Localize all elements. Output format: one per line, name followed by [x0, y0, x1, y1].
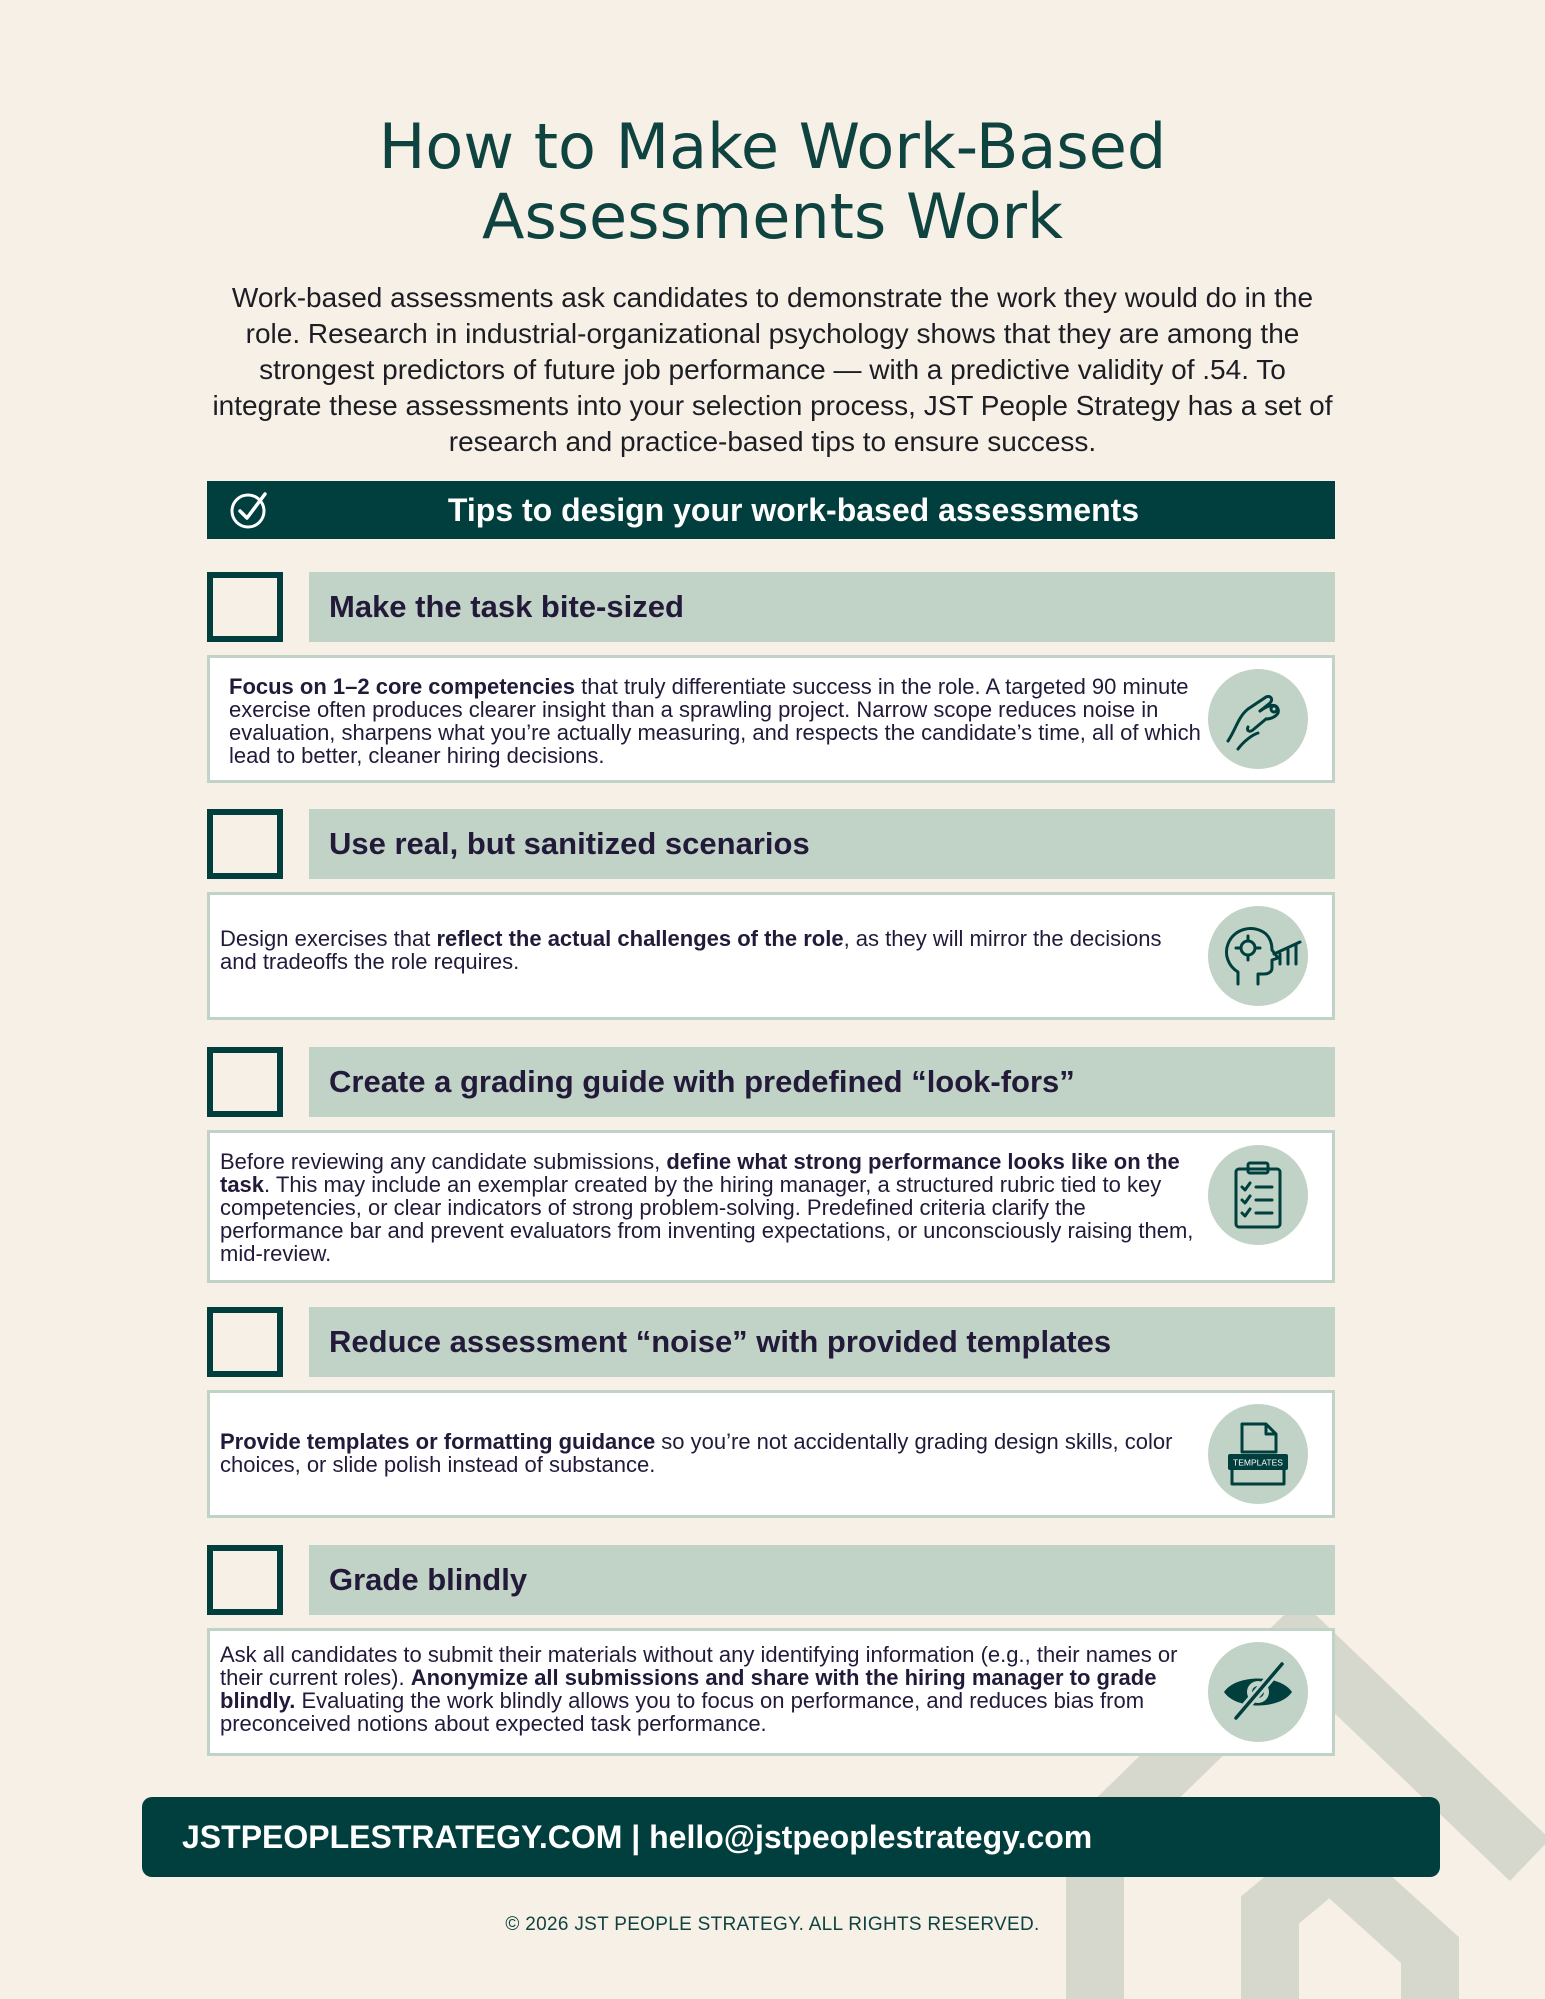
tip-checkbox[interactable]	[207, 572, 283, 642]
templates-icon	[1208, 1404, 1308, 1504]
tip-text-pre: Before reviewing any candidate submissions,	[220, 1149, 667, 1174]
tip-checkbox[interactable]	[207, 809, 283, 879]
tip-heading-bar	[309, 1047, 1335, 1117]
templates-icon-label: TEMPLATES	[1233, 1457, 1283, 1468]
tip-text-rest: Evaluating the work blindly allows you to focus on performance, and reduces bias from preconceived notions about expected task performance.	[220, 1688, 1145, 1736]
tip-text	[229, 675, 1209, 767]
title-line-1: How to Make Work-Based	[378, 110, 1167, 183]
page-title	[0, 112, 1545, 252]
tip-checkbox[interactable]	[207, 1047, 283, 1117]
tip-text-bold: reflect the actual challenges of the role	[436, 926, 844, 951]
tip-text	[220, 1150, 1200, 1265]
tip-heading: Make the task bite-sized	[329, 589, 684, 624]
tip-body	[207, 1130, 1335, 1283]
tip-text-rest: . This may include an exemplar created by the hiring manager, a structured rubric tied to key competencies, or clear indicators of strong problem-solving. Predefined criteria clarify the performance bar and prevent evaluators from inventing expectations, or unconsciously raising them, mid-review.	[220, 1172, 1194, 1266]
tip-text-bold: Focus on 1–2 core competencies	[229, 674, 576, 699]
tip-checkbox[interactable]	[207, 1545, 283, 1615]
eye-slash-icon	[1208, 1642, 1308, 1742]
contact-text[interactable]: JSTPEOPLESTRATEGY.COM | hello@jstpeoplestrategy.com	[182, 1818, 1093, 1855]
tip-body	[207, 1628, 1335, 1756]
tip-text	[220, 1643, 1200, 1735]
banner-title: Tips to design your work-based assessments	[447, 491, 1140, 528]
tip-text	[220, 1430, 1200, 1476]
tip-text-pre: Design exercises that	[220, 926, 437, 951]
pinch-hand-icon	[1208, 669, 1308, 769]
tip-body	[207, 1390, 1335, 1518]
tip-checkbox[interactable]	[207, 1307, 283, 1377]
tip-text-bold: Provide templates or formatting guidance	[220, 1429, 656, 1454]
tip-text-rest: , as they will mirror the decisions and tradeoffs the role requires.	[220, 926, 1162, 974]
tip-heading: Use real, but sanitized scenarios	[329, 826, 810, 861]
tip-text-bold: define what strong performance looks like on the task	[220, 1149, 1180, 1197]
clipboard-checklist-icon	[1208, 1145, 1308, 1245]
tip-text-bold: Anonymize all submissions and share with the hiring manager to grade blindly.	[220, 1665, 1157, 1713]
tip-text-rest: that truly differentiate success in the role. A targeted 90 minute exercise often produces clearer insight than a sprawling project. Narrow scope reduces noise in evaluation, sharpens what you’re actually measuring, and respects the candidate’s time, all of which lead to better, cleaner hiring decisions.	[229, 674, 1201, 768]
tip-heading-bar	[309, 809, 1335, 879]
tip-text-pre: Ask all candidates to submit their materials without any identifying information (e.g., their names or their current roles).	[220, 1642, 1178, 1690]
tip-heading-bar	[309, 1545, 1335, 1615]
tip-heading-bar	[309, 1307, 1335, 1377]
tip-heading-bar	[309, 572, 1335, 642]
tip-text-rest: so you’re not accidentally grading design skills, color choices, or slide polish instead of substance.	[220, 1429, 1173, 1477]
head-gear-chart-icon	[1208, 906, 1308, 1006]
tips-banner	[207, 481, 1335, 539]
tip-body	[207, 655, 1335, 783]
tip-text	[220, 927, 1200, 973]
tip-heading: Reduce assessment “noise” with provided templates	[329, 1324, 1112, 1359]
copyright: © 2026 JST PEOPLE STRATEGY. ALL RIGHTS RESERVED.	[505, 1914, 1040, 1935]
tip-heading: Grade blindly	[329, 1562, 528, 1597]
title-line-2: Assessments Work	[482, 180, 1063, 253]
tip-body	[207, 892, 1335, 1020]
intro-paragraph: Work-based assessments ask candidates to demonstrate the work they would do in the role. Research in industrial-organizational psychology shows that they are among the strongest predictors of future job performance — with a predictive validity of .54. To integrate these assessments into your selection process, JST People Strategy has a set of research and practice-based tips to ensure success.	[212, 282, 1333, 457]
contact-bar	[142, 1797, 1440, 1877]
tip-heading: Create a grading guide with predefined “look-fors”	[329, 1064, 1075, 1099]
